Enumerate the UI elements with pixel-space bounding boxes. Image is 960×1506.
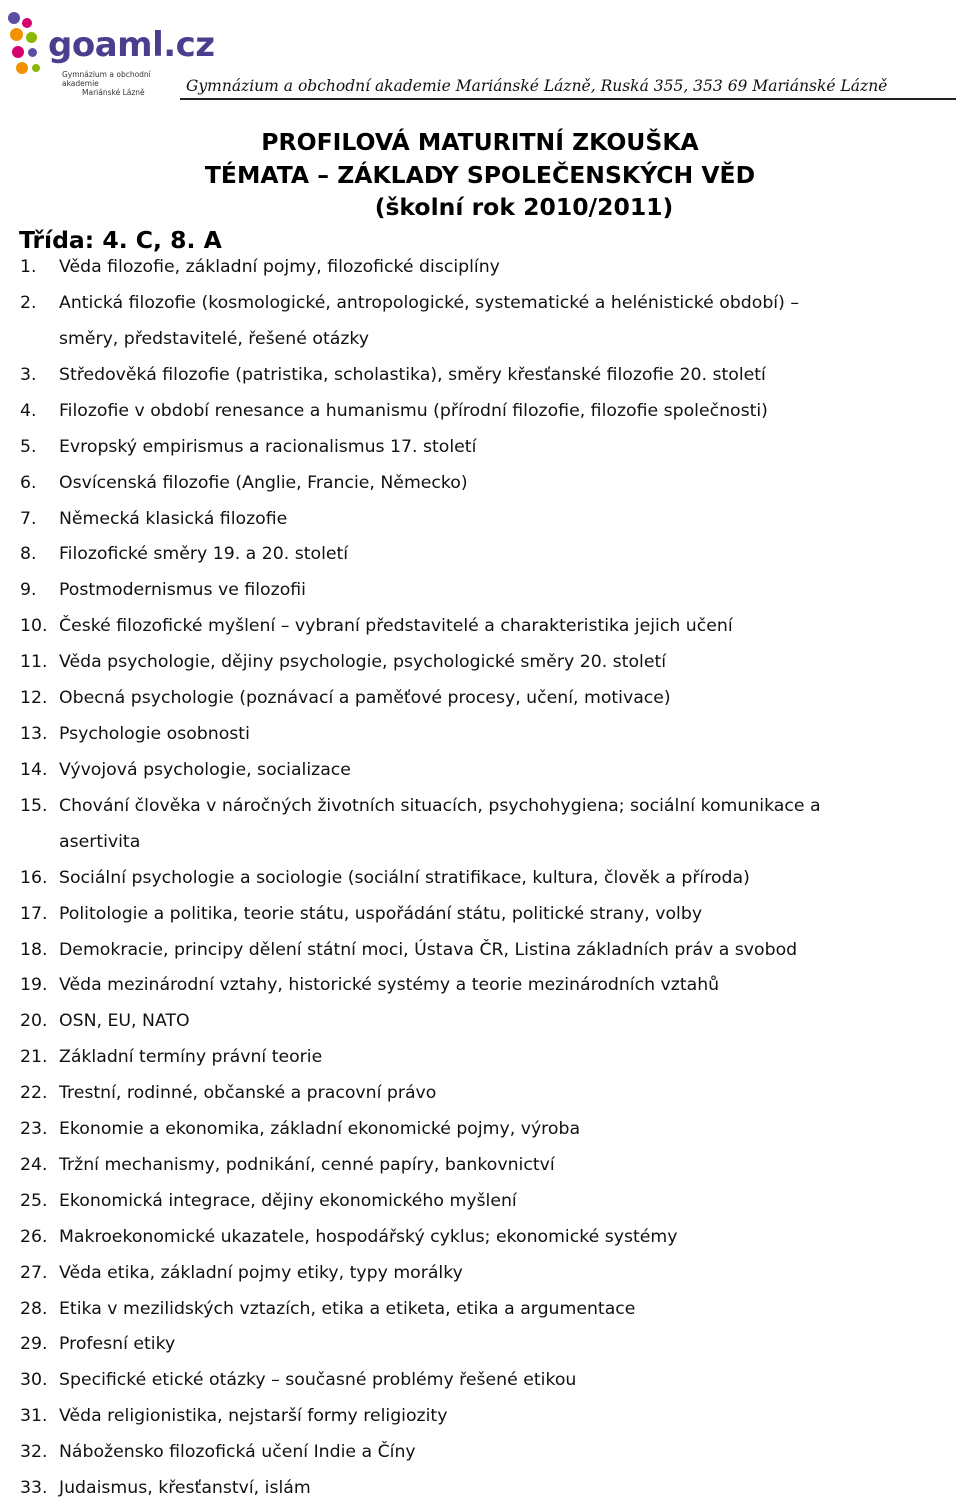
topic-number: 5. [20, 436, 37, 457]
topic-text: Specifické etické otázky – současné problémy řešené etikou [59, 1370, 577, 1391]
topic-text: Demokracie, principy dělení státní moci, Ústava ČR, Listina základních práv a svobod [59, 939, 798, 960]
topic-text: Základní termíny právní teorie [59, 1047, 323, 1068]
topic-text: Makroekonomické ukazatele, hospodářský cyklus; ekonomické systémy [59, 1226, 678, 1247]
logo-text: goaml.cz [48, 25, 215, 65]
topic-number: 6. [20, 472, 37, 493]
topic-number: 16. [20, 867, 48, 888]
topic-text: Věda religionistika, nejstarší formy religiozity [59, 1406, 448, 1427]
topic-text: Filozofické směry 19. a 20. století [59, 544, 349, 565]
topic-number: 24. [20, 1154, 48, 1175]
topic-text: Osvícenská filozofie (Anglie, Francie, Německo) [59, 472, 468, 493]
topic-number: 1. [20, 257, 37, 277]
topic-text: Tržní mechanismy, podnikání, cenné papíry, bankovnictví [59, 1154, 555, 1175]
topic-text: Nábožensko filozofická učení Indie a Číny [59, 1442, 416, 1463]
topic-text: Postmodernismus ve filozofii [59, 580, 306, 601]
topic-number: 27. [20, 1262, 48, 1283]
logo-dots-icon [6, 8, 50, 88]
page-header [0, 0, 960, 100]
topic-text: Chování člověka v náročných životních situacích, psychohygiena; sociální komunikace a [59, 795, 821, 816]
topic-number: 19. [20, 975, 48, 996]
topic-number: 26. [20, 1226, 48, 1247]
topic-number: 33. [20, 1478, 48, 1498]
topic-number: 25. [20, 1190, 48, 1211]
topic-text: Obecná psychologie (poznávací a paměťové procesy, učení, motivace) [59, 688, 671, 708]
topic-text: Antická filozofie (kosmologické, antropologické, systematické a helénistické období) – [59, 292, 799, 313]
topic-text: Věda psychologie, dějiny psychologie, psychologické směry 20. století [59, 652, 667, 673]
class-label: Třída: 4. C, 8. A [19, 226, 222, 254]
topic-text: Trestní, rodinné, občanské a pracovní právo [59, 1083, 437, 1104]
topic-text: Ekonomie a ekonomika, základní ekonomické pojmy, výroba [59, 1119, 581, 1139]
topic-number: 9. [20, 580, 37, 601]
topic-text: Vývojová psychologie, socializace [59, 759, 351, 780]
topic-number: 20. [20, 1011, 48, 1032]
document-titles [0, 126, 960, 224]
topic-number: 31. [20, 1406, 48, 1427]
topic-number: 28. [20, 1298, 48, 1319]
topic-text: Psychologie osobnosti [59, 723, 250, 744]
topic-number: 21. [20, 1047, 48, 1068]
header-divider [180, 98, 956, 100]
topic-number: 29. [20, 1334, 48, 1355]
topic-number: 11. [20, 652, 48, 673]
page-title: PROFILOVÁ MATURITNÍ ZKOUŠKA [261, 128, 699, 156]
topic-text: Německá klasická filozofie [59, 508, 288, 529]
topic-text: Sociální psychologie a sociologie (sociální stratifikace, kultura, člověk a příroda) [59, 867, 750, 888]
topic-number: 12. [20, 688, 48, 708]
topic-number: 15. [20, 795, 48, 816]
topic-number: 4. [20, 400, 37, 421]
topic-number: 10. [20, 616, 48, 637]
topic-text: Etika v mezilidských vztazích, etika a etiketa, etika a argumentace [59, 1298, 636, 1319]
topic-text: Politologie a politika, teorie státu, uspořádání státu, politické strany, volby [59, 903, 703, 924]
topic-number: 7. [20, 508, 37, 529]
topic-number: 32. [20, 1442, 48, 1463]
school-address: Gymnázium a obchodní akademie Mariánské Lázně, Ruská 355, 353 69 Mariánské Lázně [186, 77, 888, 95]
topic-text: OSN, EU, NATO [59, 1011, 190, 1032]
topic-text: Judaismus, křesťanství, islám [59, 1478, 311, 1498]
topic-number: 23. [20, 1119, 48, 1139]
topic-number: 13. [20, 723, 48, 744]
topic-text: Středověká filozofie (patristika, scholastika), směry křesťanské filozofie 20. století [59, 364, 766, 385]
topic-text: Věda etika, základní pojmy etiky, typy morálky [59, 1262, 463, 1283]
topic-number: 17. [20, 903, 48, 924]
topic-text: Filozofie v období renesance a humanismu (přírodní filozofie, filozofie společnosti) [59, 400, 768, 421]
school-logo [6, 8, 215, 97]
topic-text-continued: směry, představitelé, řešené otázky [59, 328, 370, 349]
topic-text: Věda mezinárodní vztahy, historické systémy a teorie mezinárodních vztahů [59, 975, 720, 996]
topic-text: Profesní etiky [59, 1334, 176, 1355]
topic-text: Evropský empirismus a racionalismus 17. století [59, 436, 477, 457]
topic-text: Ekonomická integrace, dějiny ekonomického myšlení [59, 1190, 517, 1211]
topic-text: Věda filozofie, základní pojmy, filozofické disciplíny [59, 257, 500, 277]
topic-number: 8. [20, 544, 37, 565]
topic-number: 22. [20, 1083, 48, 1104]
topic-text: České filozofické myšlení – vybraní představitelé a charakteristika jejich učení [59, 616, 733, 637]
topic-number: 30. [20, 1370, 48, 1391]
topic-number: 2. [20, 292, 37, 313]
topic-number: 14. [20, 759, 48, 780]
school-year: (školní rok 2010/2011) [374, 193, 674, 221]
logo-subtitle: Gymnázium a obchodní akademie Mariánské Lázně [62, 70, 151, 97]
page-subtitle: TÉMATA – ZÁKLADY SPOLEČENSKÝCH VĚD [204, 160, 756, 189]
topic-number: 18. [20, 939, 48, 960]
topic-number: 3. [20, 364, 37, 385]
topic-text-continued: asertivita [59, 831, 141, 852]
